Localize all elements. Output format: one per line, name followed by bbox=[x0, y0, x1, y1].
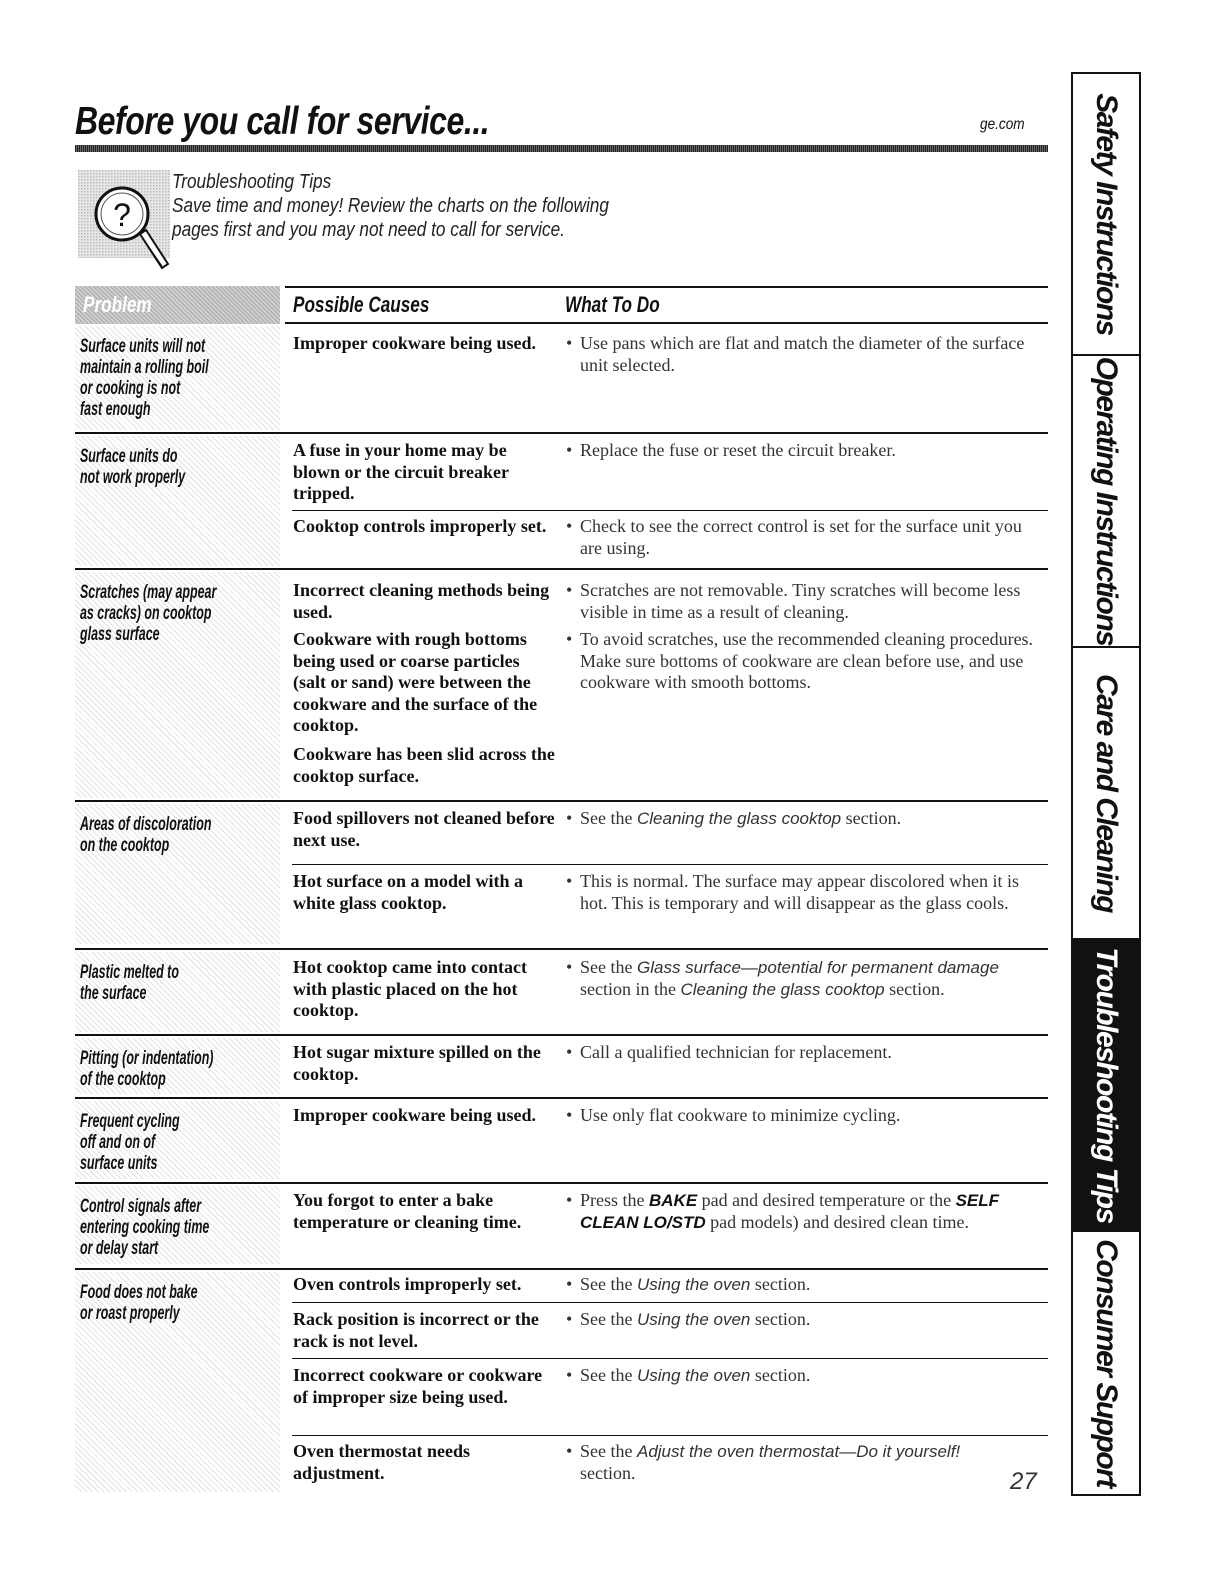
tab-care-and-cleaning[interactable]: Care and Cleaning bbox=[1073, 648, 1139, 940]
cause-text: Incorrect cleaning methods being used. bbox=[293, 580, 550, 622]
problem-cell bbox=[75, 1038, 280, 1094]
problem-cell bbox=[75, 1272, 280, 1492]
site-url: ge.com bbox=[980, 116, 1025, 133]
problem-label: Plastic melted to the surface bbox=[80, 962, 179, 1004]
intro-line: Save time and money! Review the charts on the following bbox=[172, 195, 609, 217]
todo-text: • This is normal. The surface may appear discolored when it is hot. This is temporary and will disappear as the glass cools. bbox=[566, 871, 1020, 913]
row-divider bbox=[75, 1034, 1048, 1036]
page-number: 27 bbox=[1010, 1468, 1037, 1495]
header-rule bbox=[285, 322, 1048, 324]
todo-text: • See the Cleaning the glass cooktop section. bbox=[566, 808, 902, 828]
cause-text: Cookware has been slid across the cooktop surface. bbox=[293, 744, 555, 786]
problem-cell bbox=[75, 1101, 280, 1179]
problem-cell bbox=[75, 572, 280, 798]
row-divider bbox=[75, 800, 1048, 802]
problem-cell bbox=[75, 326, 280, 430]
todo-text: • Use only flat cookware to minimize cycling. bbox=[566, 1105, 901, 1125]
column-header-todo: What To Do bbox=[565, 292, 660, 317]
row-divider bbox=[75, 568, 1048, 570]
cause-text: Hot surface on a model with a white glass cooktop. bbox=[293, 871, 523, 913]
cause-text: Oven controls improperly set. bbox=[293, 1274, 522, 1294]
cause-text: Hot sugar mixture spilled on the cooktop. bbox=[293, 1042, 541, 1084]
column-header-problem: Problem bbox=[75, 286, 280, 324]
tab-operating-instructions[interactable]: Operating Instructions bbox=[1073, 356, 1139, 648]
row-divider bbox=[75, 1268, 1048, 1270]
column-header-causes: Possible Causes bbox=[293, 292, 430, 317]
sub-row-divider bbox=[292, 864, 1048, 865]
sub-row-divider bbox=[292, 1435, 1048, 1436]
todo-text: • Replace the fuse or reset the circuit breaker. bbox=[566, 440, 896, 460]
cause-text: Improper cookware being used. bbox=[293, 333, 537, 353]
cause-text: Cooktop controls improperly set. bbox=[293, 516, 547, 536]
cause-text: Cookware with rough bottoms being used or coarse particles (salt or sand) were between the cookware and the surface of the cooktop. bbox=[293, 629, 538, 735]
problem-label: Frequent cycling off and on of surface units bbox=[80, 1111, 180, 1174]
question-magnifier-icon bbox=[78, 170, 170, 278]
tab-troubleshooting-tips[interactable]: Troubleshooting Tips bbox=[1073, 940, 1139, 1232]
problem-cell bbox=[75, 1186, 280, 1264]
cause-text: Food spillovers not cleaned before next use. bbox=[293, 808, 555, 850]
problem-cell bbox=[75, 952, 280, 1032]
problem-cell bbox=[75, 804, 280, 944]
troubleshooting-intro bbox=[172, 170, 680, 242]
cause-text: Rack position is incorrect or the rack is not level. bbox=[293, 1309, 539, 1351]
row-divider bbox=[75, 432, 1048, 434]
problem-label: Food does not bake or roast properly bbox=[80, 1282, 198, 1324]
tab-consumer-support[interactable]: Consumer Support bbox=[1090, 1239, 1123, 1487]
problem-label: Control signals after entering cooking time or delay start bbox=[80, 1196, 210, 1259]
todo-text: • Call a qualified technician for replacement. bbox=[566, 1042, 892, 1062]
todo-text: • See the Using the oven section. bbox=[566, 1365, 811, 1385]
cause-text: Incorrect cookware or cookware of improper size being used. bbox=[293, 1365, 543, 1407]
row-divider bbox=[75, 1182, 1048, 1184]
cause-text: A fuse in your home may be blown or the circuit breaker tripped. bbox=[293, 440, 509, 503]
page-title: Before you call for service... bbox=[75, 100, 490, 143]
table-top-rule bbox=[285, 286, 1048, 288]
problem-cell bbox=[75, 436, 280, 566]
intro-line: pages first and you may not need to call for service. bbox=[172, 219, 565, 241]
row-divider bbox=[75, 1097, 1048, 1099]
cause-text: Oven thermostat needs adjustment. bbox=[293, 1441, 470, 1483]
intro-heading: Troubleshooting Tips bbox=[172, 171, 332, 193]
todo-text: • See the Adjust the oven thermostat—Do it yourself! section. bbox=[566, 1441, 961, 1483]
todo-text: • Press the BAKE pad and desired temperature or the SELF CLEAN LO/STD pad models) and desired clean time. bbox=[566, 1190, 1000, 1232]
todo-text: • Use pans which are flat and match the diameter of the surface unit selected. bbox=[566, 333, 1025, 375]
section-tabs bbox=[1071, 72, 1141, 1496]
todo-text: • To avoid scratches, use the recommended cleaning procedures. Make sure bottoms of cookware are clean before use, and use cookware with smooth bottoms. bbox=[566, 629, 1034, 692]
problem-label: Surface units do not work properly bbox=[80, 446, 186, 488]
tab-safety-instructions[interactable]: Safety Instructions bbox=[1073, 74, 1139, 356]
todo-text: • Check to see the correct control is set for the surface unit you are using. bbox=[566, 516, 1022, 558]
sub-row-divider bbox=[292, 1358, 1048, 1359]
todo-text: • See the Using the oven section. bbox=[566, 1309, 811, 1329]
problem-label: Pitting (or indentation) of the cooktop bbox=[80, 1048, 214, 1090]
row-divider bbox=[75, 948, 1048, 950]
problem-label: Scratches (may appear as cracks) on cooktop glass surface bbox=[80, 582, 217, 645]
title-rule bbox=[75, 145, 1048, 152]
todo-text: • Scratches are not removable. Tiny scratches will become less visible in time as a result of cleaning. bbox=[566, 580, 1021, 622]
problem-label: Surface units will not maintain a rolling boil or cooking is not fast enough bbox=[80, 336, 209, 420]
todo-text: • See the Glass surface—potential for permanent damage section in the Cleaning the glass cooktop section. bbox=[566, 957, 999, 999]
cause-text: Hot cooktop came into contact with plastic placed on the hot cooktop. bbox=[293, 957, 527, 1020]
cause-text: Improper cookware being used. bbox=[293, 1105, 537, 1125]
problem-label: Areas of discoloration on the cooktop bbox=[80, 814, 212, 856]
cause-text: You forgot to enter a bake temperature or cleaning time. bbox=[293, 1190, 522, 1232]
sub-row-divider bbox=[292, 1302, 1048, 1303]
sub-row-divider bbox=[292, 510, 1048, 511]
todo-text: • See the Using the oven section. bbox=[566, 1274, 811, 1294]
svg-text:?: ? bbox=[113, 197, 131, 233]
